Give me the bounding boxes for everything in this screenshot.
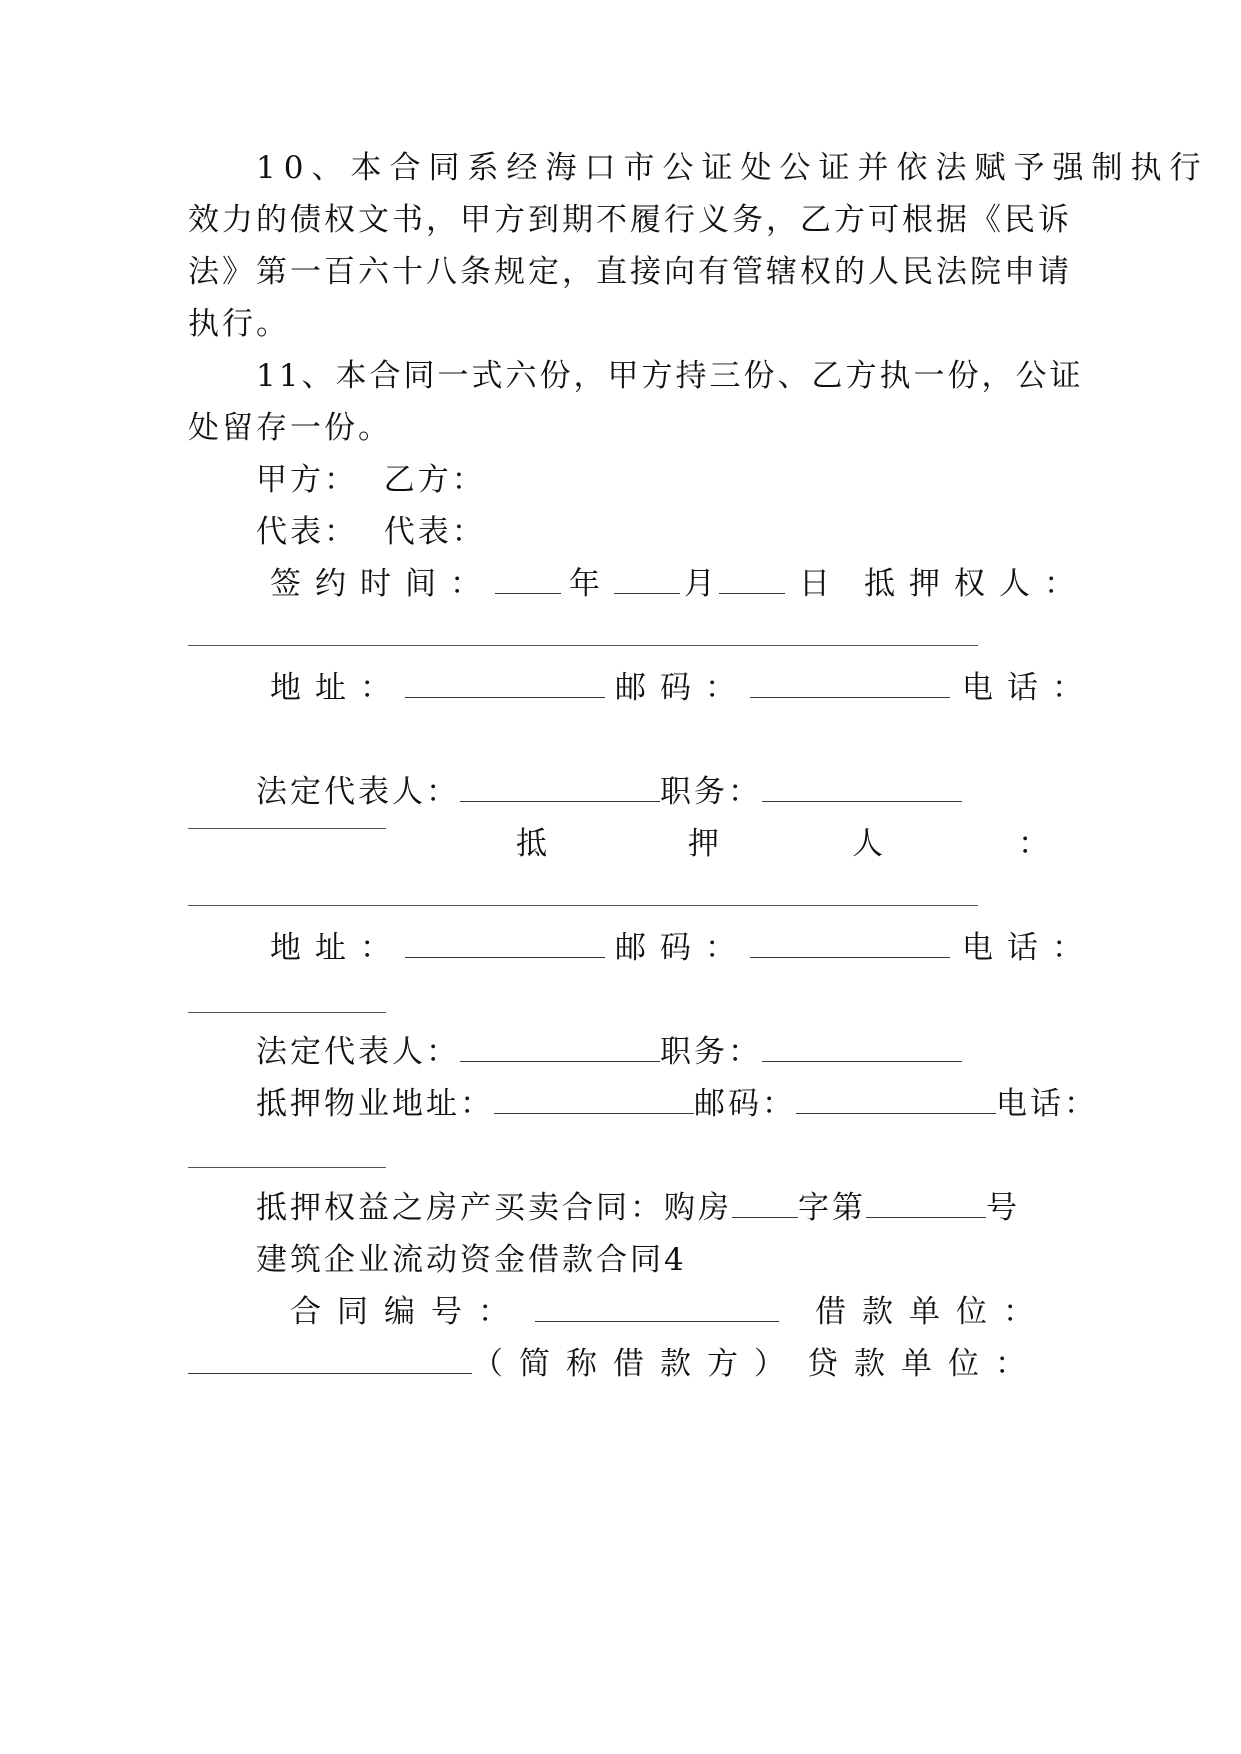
mortgagee-contact-line [270, 668, 1097, 708]
paragraph-11-line-2 [188, 408, 1056, 448]
month-label: 月 [684, 566, 715, 602]
paragraph-10-line-4 [188, 304, 1056, 344]
mortgagee-blank [188, 645, 978, 646]
borrower-label: 借款单位： [815, 1294, 1050, 1330]
lender-label: 贷款单位： [807, 1346, 1042, 1382]
postcode-label: 邮码： [615, 670, 750, 706]
postcode-blank [796, 1113, 996, 1114]
paragraph-11-line-1 [256, 356, 1084, 396]
legal-rep-line-1 [256, 772, 1056, 812]
borrower-short-label: （简称借款方） [472, 1346, 801, 1382]
mortgagor-line [188, 824, 1056, 864]
address-label: 地址： [270, 670, 405, 706]
position-blank [762, 1061, 962, 1062]
second-contract-title [256, 1240, 1056, 1280]
phone-blank [188, 1012, 386, 1013]
legal-rep-label: 法定代表人： [256, 774, 460, 810]
mortgagor-colon: ： [1018, 826, 1049, 862]
month-blank [614, 593, 680, 594]
contract-number-blank [535, 1321, 779, 1322]
position-blank [762, 801, 962, 802]
party-a-b-line [256, 460, 1056, 500]
mortgagor-char-1: 抵 [516, 826, 547, 862]
purchase-number-blank [866, 1217, 986, 1218]
day-blank [719, 593, 785, 594]
property-address-blank [494, 1113, 694, 1114]
phone-label: 电话： [996, 1086, 1098, 1122]
text: 代表： 代表： [256, 514, 486, 550]
purchase-contract-label: 抵押权益之房产买卖合同：购房 [256, 1190, 732, 1226]
legal-rep-line-2 [256, 1032, 1056, 1072]
borrower-short-line [188, 1344, 1056, 1384]
position-label: 职务： [660, 774, 762, 810]
address-blank [405, 957, 605, 958]
year-blank [495, 593, 561, 594]
signing-time-line [270, 564, 1089, 604]
contract-number-label: 合同编号： [290, 1294, 525, 1330]
contract-title: 建筑企业流动资金借款合同4 [256, 1242, 687, 1278]
legal-rep-label: 法定代表人： [256, 1034, 460, 1070]
postcode-blank [750, 697, 950, 698]
signing-time-label: 签约时间： [270, 566, 495, 602]
paragraph-10-line-1 [256, 148, 1209, 188]
phone-label: 电话： [962, 930, 1097, 966]
purchase-prefix-blank [732, 1217, 798, 1218]
text: 效力的债权文书，甲方到期不履行义务，乙方可根据《民诉 [188, 202, 1072, 238]
position-label: 职务： [660, 1034, 762, 1070]
phone-blank [188, 1167, 386, 1168]
property-address-label: 抵押物业地址： [256, 1086, 494, 1122]
text: 10、本合同系经海口市公证处公证并依法赋予强制执行 [256, 150, 1209, 186]
postcode-label: 邮码： [694, 1086, 796, 1122]
contract-number-line [290, 1292, 1056, 1332]
mortgagor-contact-line [270, 928, 1097, 968]
paragraph-10-line-3 [188, 252, 1072, 292]
paragraph-10-line-2 [188, 200, 1072, 240]
legal-rep-blank [460, 1061, 660, 1062]
mortgagor-char-3: 人 [852, 826, 883, 862]
text: 甲方： 乙方： [256, 462, 486, 498]
year-label: 年 [569, 566, 600, 602]
text: 执行。 [188, 306, 290, 342]
mortgagor-blank [188, 905, 978, 906]
mortgagee-label: 抵押权人： [864, 566, 1089, 602]
text: 11、本合同一式六份，甲方持三份、乙方执一份，公证 [256, 358, 1084, 394]
address-label: 地址： [270, 930, 405, 966]
purchase-suffix-label: 号 [986, 1190, 1017, 1226]
text: 法》第一百六十八条规定，直接向有管辖权的人民法院申请 [188, 254, 1072, 290]
representative-line [256, 512, 1056, 552]
property-address-line [256, 1084, 1098, 1124]
purchase-contract-line [256, 1188, 1056, 1228]
purchase-mid-label: 字第 [798, 1190, 866, 1226]
address-blank [405, 697, 605, 698]
phone-label: 电话： [962, 670, 1097, 706]
borrower-blank [188, 1373, 472, 1374]
postcode-blank [750, 957, 950, 958]
text: 处留存一份。 [188, 410, 392, 446]
postcode-label: 邮码： [615, 930, 750, 966]
mortgagor-char-2: 押 [688, 826, 719, 862]
day-label: 日 [799, 566, 830, 602]
legal-rep-blank [460, 801, 660, 802]
